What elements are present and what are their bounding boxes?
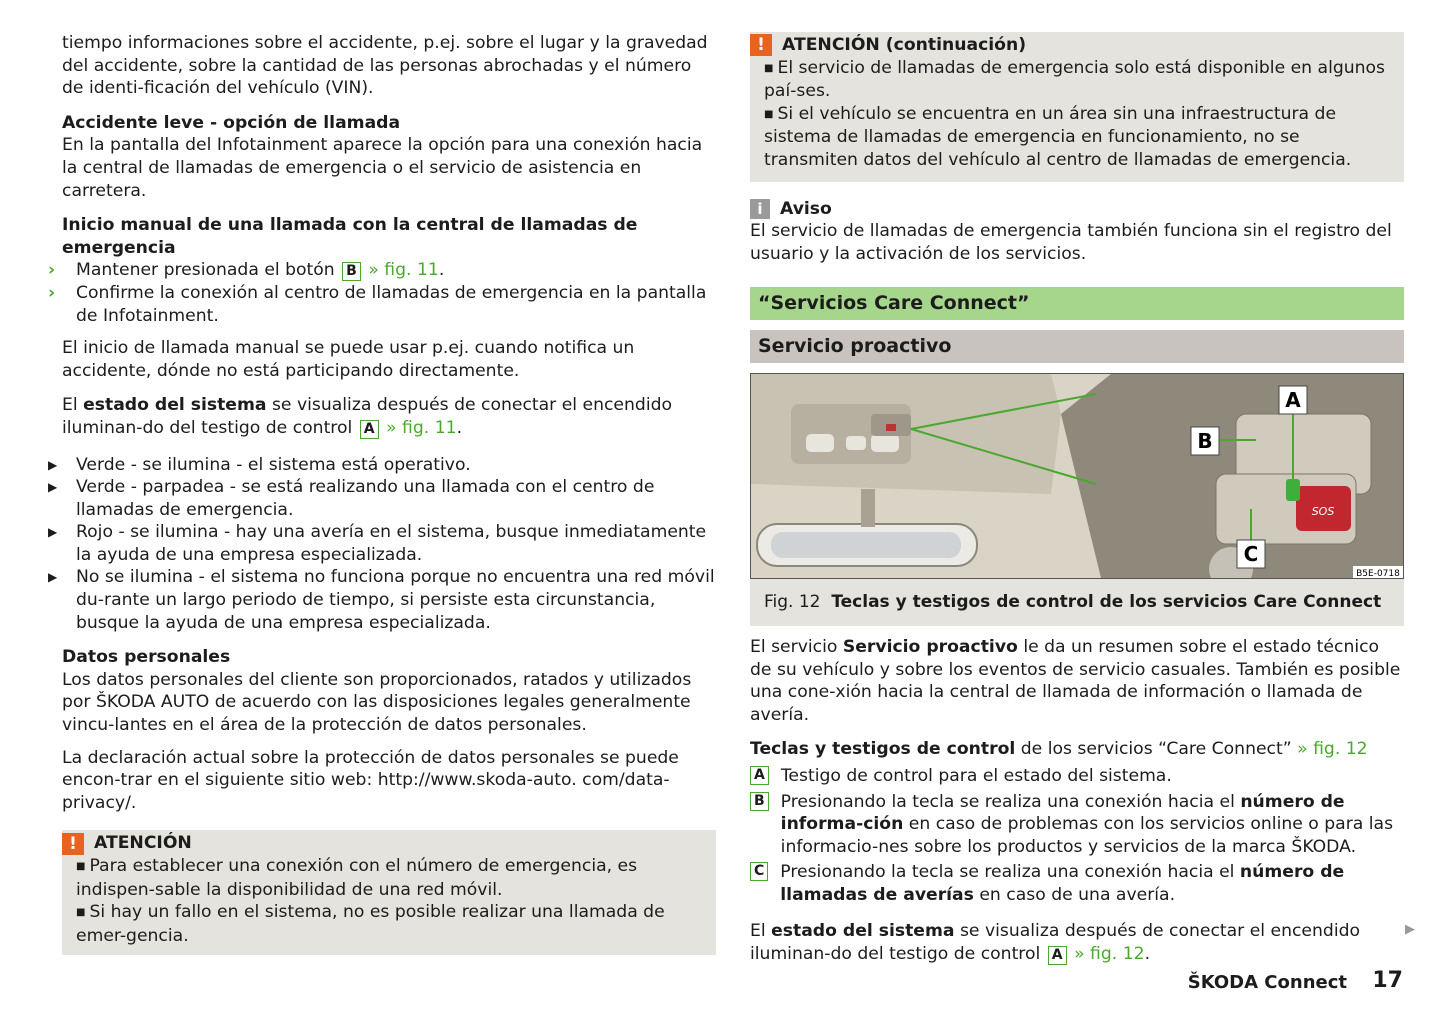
- footer-chapter-title: ŠKODA Connect: [1187, 972, 1347, 993]
- key-badge: B: [342, 262, 361, 281]
- manual-call-heading: Inicio manual de una llamada con la central de llamadas de emergencia: [62, 215, 638, 258]
- page-number: 17: [1372, 968, 1403, 993]
- note-title: Aviso: [780, 198, 832, 219]
- warning-icon: !: [750, 34, 772, 56]
- warning-item: ■ Si hay un fallo en el sistema, no es posible realizar una llamada de emer-gencia.: [76, 902, 665, 946]
- arrow-icon: ›: [48, 282, 56, 303]
- list-item: ▶ Rojo - se ilumina - hay una avería en el sistema, busque inmediatamente la ayuda de una empresa especializada.: [48, 522, 707, 565]
- status-paragraph: El estado del sistema se visualiza después de conectar el encendido iluminan-do del testigo de control A » fig. 11.: [62, 395, 673, 438]
- figure-link[interactable]: » fig. 11: [368, 260, 439, 281]
- sos-label: SOS: [1311, 505, 1335, 519]
- note-box: [750, 198, 1404, 266]
- warning-box: [62, 830, 716, 955]
- figure-code: B5E-0718: [1356, 569, 1400, 579]
- list-item: ▶ Verde - se ilumina - el sistema está operativo.: [48, 454, 471, 475]
- personal-data-text: Los datos personales del cliente son proporcionados, ratados y utilizados por ŠKODA AUTO de acuerdo con las disposiciones legales generalmente vincu-lantes en el área de la protección de datos personales.: [62, 669, 692, 736]
- triangle-bullet-icon: ▶: [48, 525, 58, 540]
- warning-item: ■ Si el vehículo se encuentra en un área sin una infraestructura de sistema de llamadas de emergencia en funcionamiento, no se transmiten datos del vehículo al centro de llamadas de emergencia.: [764, 103, 1352, 170]
- step-item: › Confirme la conexión al centro de llamadas de emergencia en la pantalla de Infotainment.: [48, 282, 707, 326]
- section-heading: “Servicios Care Connect”: [750, 287, 1404, 320]
- status-list: [48, 454, 716, 635]
- definition-row: A Testigo de control para el estado del sistema.: [750, 765, 1404, 788]
- minor-accident-heading: Accidente leve - opción de llamada: [62, 112, 401, 133]
- list-item: ▶ Verde - parpadea - se está realizando una llamada con el centro de llamadas de emergencia.: [48, 477, 655, 520]
- step-item: › Mantener presionada el botón B » fig. 11.: [48, 260, 445, 281]
- keys-paragraph: Teclas y testigos de control de los servicios “Care Connect” » fig. 12: [750, 739, 1368, 760]
- key-badge: A: [1048, 946, 1067, 965]
- next-page-icon: ▶: [1405, 922, 1415, 937]
- minor-accident-text: En la pantalla del Infotainment aparece la opción para una conexión hacia la central de llamadas de emergencia o el servicio de asistencia en carretera.: [62, 135, 703, 201]
- definition-row: B Presionando la tecla se realiza una conexión hacia el número de informa-ción en caso de problemas con los servicios online o para las informacio-nes sobre los productos y servicios de la marca ŠKODA.: [750, 791, 1404, 859]
- label-b: B: [1197, 429, 1213, 454]
- warning-icon: !: [62, 833, 84, 855]
- figure-caption: [750, 579, 1404, 626]
- figure-link[interactable]: » fig. 12: [1074, 944, 1145, 965]
- warning-title: ATENCIÓN: [94, 833, 192, 854]
- car-ceiling-illustration: [751, 374, 1403, 578]
- warning-box-continued: [750, 32, 1404, 182]
- left-column: [48, 32, 716, 955]
- triangle-bullet-icon: ▶: [48, 570, 58, 585]
- key-badge: B: [750, 792, 769, 811]
- warning-item: ■ Para establecer una conexión con el número de emergencia, es indispen-sable la disponibilidad de una red móvil.: [76, 856, 638, 900]
- figure-link[interactable]: » fig. 11: [386, 417, 457, 438]
- key-badge: C: [750, 862, 768, 881]
- definition-row: C Presionando la tecla se realiza una conexión hacia el número de llamadas de averías en caso de una avería.: [750, 861, 1404, 906]
- figure-12: [750, 373, 1404, 579]
- personal-data-heading: Datos personales: [62, 647, 231, 668]
- privacy-text: La declaración actual sobre la protección de datos personales se puede encon-trar en el siguiente sitio web: http://www.skoda-auto. com/data-privacy/.: [62, 747, 679, 813]
- key-badge: A: [750, 766, 769, 785]
- right-column: [750, 32, 1404, 976]
- list-item: ▶ No se ilumina - el sistema no funciona porque no encuentra una red móvil du-rante un largo periodo de tiempo, si persiste esta circunstancia, busque la ayuda de una empresa especializada.: [48, 567, 715, 633]
- warning-title: ATENCIÓN (continuación): [782, 35, 1027, 55]
- status-paragraph: El estado del sistema se visualiza después de conectar el encendido iluminan-do del testigo de control A » fig. 12.: [750, 921, 1361, 965]
- warning-item: ■ El servicio de llamadas de emergencia solo está disponible en algunos paí-ses.: [764, 57, 1386, 102]
- arrow-icon: ›: [48, 260, 56, 281]
- subsection-heading: Servicio proactivo: [750, 330, 1404, 363]
- caption-number: Fig. 12: [764, 592, 821, 613]
- info-icon: i: [750, 199, 770, 219]
- proactive-paragraph: El servicio Servicio proactivo le da un resumen sobre el estado técnico de su vehículo y sobre los eventos de servicio casuales. También es posible una cone-xión hacia la central de llamada de información o llamada de avería.: [750, 636, 1401, 725]
- manual-use-text: El inicio de llamada manual se puede usar p.ej. cuando notifica un accidente, dónde no está participando directamente.: [62, 338, 635, 381]
- note-text: El servicio de llamadas de emergencia también funciona sin el registro del usuario y la activación de los servicios.: [750, 221, 1392, 264]
- caption-text: Teclas y testigos de control de los servicios Care Connect: [831, 592, 1382, 613]
- label-c: C: [1243, 542, 1259, 567]
- key-badge: A: [360, 420, 379, 439]
- intro-paragraph: tiempo informaciones sobre el accidente, p.ej. sobre el lugar y la gravedad del accidente, sobre la cantidad de las personas abrochadas y el número de identi-ficación del vehículo (VIN).: [62, 33, 708, 99]
- triangle-bullet-icon: ▶: [48, 457, 58, 472]
- label-a: A: [1285, 388, 1301, 413]
- triangle-bullet-icon: ▶: [48, 480, 58, 495]
- figure-link[interactable]: » fig. 12: [1297, 739, 1368, 760]
